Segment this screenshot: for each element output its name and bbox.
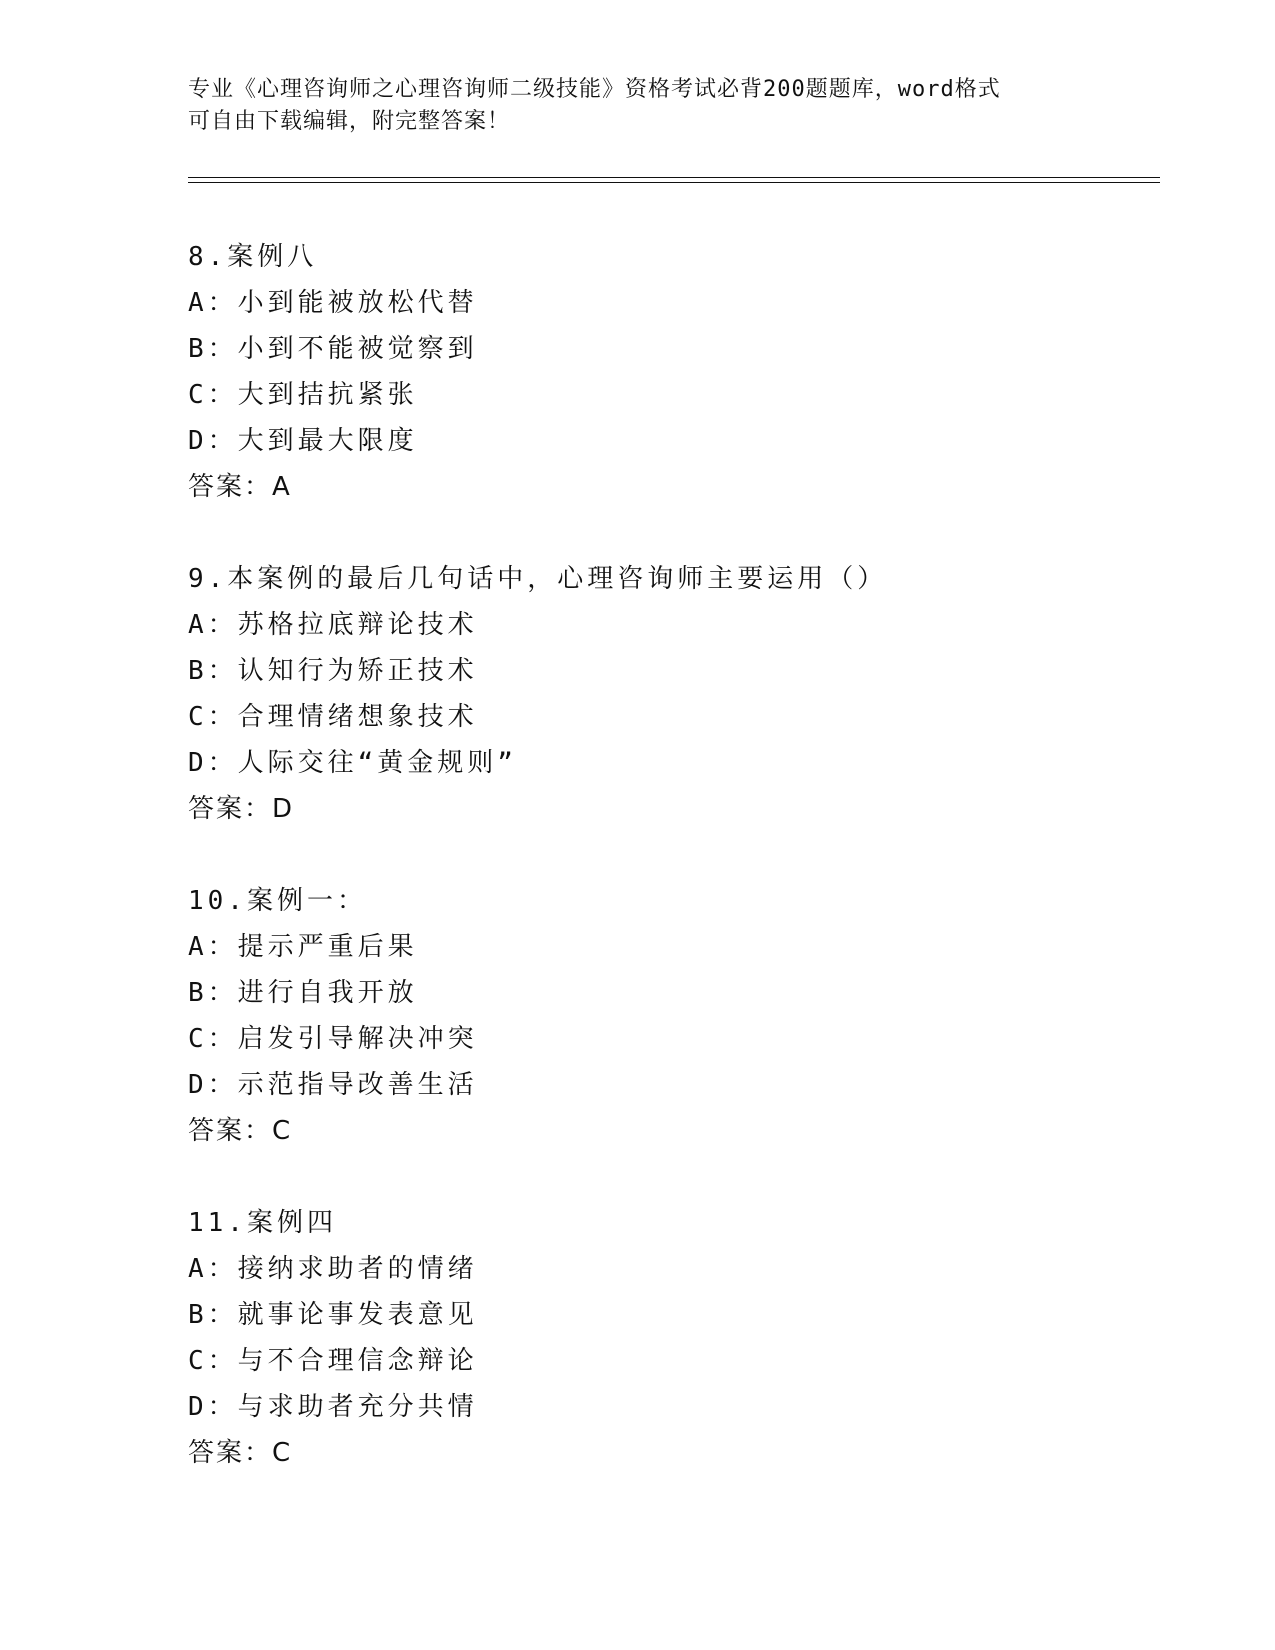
option-d: D：与求助者充分共情 (188, 1392, 478, 1422)
option-c: C：大到拮抗紧张 (188, 380, 418, 410)
question-10 (188, 878, 1148, 1154)
option-a: A：接纳求助者的情绪 (188, 1254, 478, 1284)
option-b: B：小到不能被觉察到 (188, 334, 478, 364)
answer-line: 答案：D (188, 794, 295, 824)
question-stem: 10.案例一： (188, 886, 367, 916)
option-a: A：苏格拉底辩论技术 (188, 610, 478, 640)
question-stem: 8.案例八 (188, 242, 318, 272)
header-divider (188, 177, 1160, 183)
question-11 (188, 1200, 1148, 1476)
document-header (188, 74, 1088, 138)
header-line-1: 专业《心理咨询师之心理咨询师二级技能》资格考试必背200题题库，word格式 (188, 77, 1001, 102)
answer-line: 答案：A (188, 472, 292, 502)
answer-line: 答案：C (188, 1116, 293, 1146)
option-d: D：示范指导改善生活 (188, 1070, 478, 1100)
option-d: D：大到最大限度 (188, 426, 418, 456)
option-b: B：认知行为矫正技术 (188, 656, 478, 686)
question-9 (188, 556, 1148, 832)
answer-line: 答案：C (188, 1438, 293, 1468)
question-stem: 9.本案例的最后几句话中，心理咨询师主要运用（） (188, 564, 888, 594)
option-b: B：就事论事发表意见 (188, 1300, 478, 1330)
question-8 (188, 234, 1148, 510)
option-c: C：合理情绪想象技术 (188, 702, 478, 732)
option-b: B：进行自我开放 (188, 978, 418, 1008)
option-a: A：小到能被放松代替 (188, 288, 478, 318)
question-list (188, 234, 1148, 1522)
header-line-2: 可自由下载编辑，附完整答案！ (188, 109, 511, 134)
option-d: D：人际交往“黄金规则” (188, 748, 517, 778)
option-c: C：与不合理信念辩论 (188, 1346, 478, 1376)
question-stem: 11.案例四 (188, 1208, 337, 1238)
option-c: C：启发引导解决冲突 (188, 1024, 478, 1054)
option-a: A：提示严重后果 (188, 932, 418, 962)
